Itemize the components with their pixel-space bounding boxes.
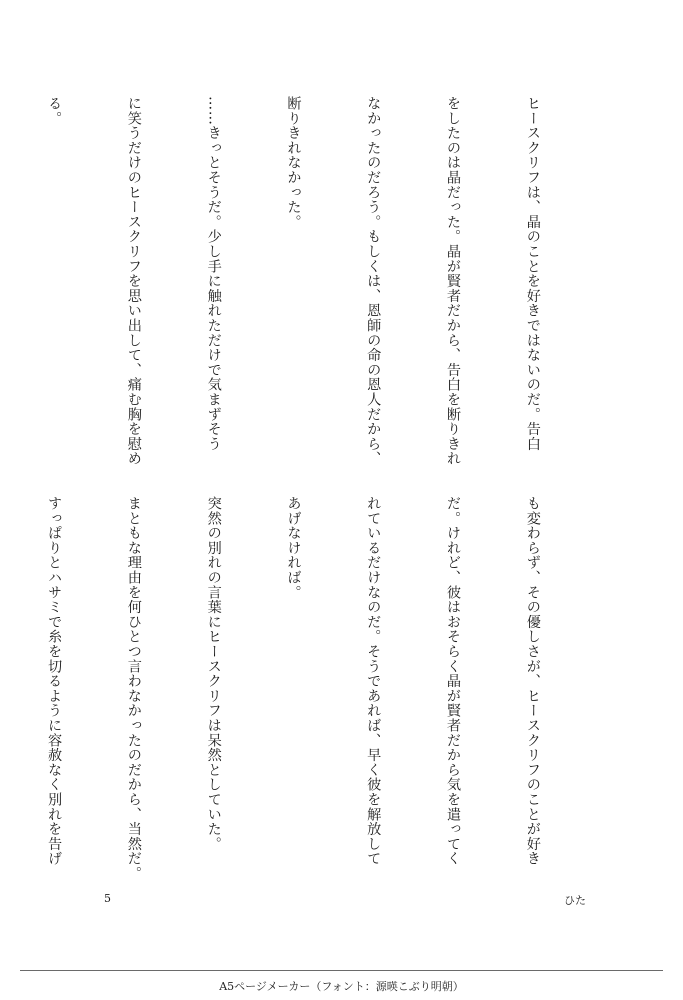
text-line: 断りきれなかった。 [285, 96, 302, 230]
text-line: をしたのは晶だった。晶が賢者だから、告白を断りきれ [445, 96, 462, 466]
page-number: 5 [104, 892, 111, 905]
lower-text-block [0, 496, 599, 886]
text-line: れているだけなのだ。そうであれば、早く彼を解放して [365, 496, 382, 866]
upper-text-block [0, 96, 599, 466]
text-line: も変わらず、その優しさが、ヒースクリフのことが好き [524, 496, 541, 866]
text-line: 突然の別れの言葉にヒースクリフは呆然としていた。 [205, 496, 222, 852]
footer-divider [20, 970, 663, 971]
text-line: なかったのだろう。もしくは、恩師の命の恩人だから、 [365, 96, 382, 466]
footer-caption: A5ページメーカー（フォント：源暎こぶり明朝） [219, 980, 464, 993]
text-line: あげなければ。 [285, 496, 302, 600]
running-header: ひた [564, 894, 586, 907]
text-line: まともな理由を何ひとつ言わなかったのだから、当然だ。 [125, 496, 142, 881]
text-line: すっぱりとハサミで糸を切るように容赦なく別れを告げ [46, 496, 63, 866]
text-line: ヒースクリフは、晶のことを好きではないのだ。告白 [524, 96, 541, 452]
text-line: る。 [46, 96, 63, 126]
text-line: ……きっとそうだ。少し手に触れただけで気まずそう [205, 96, 222, 452]
text-line: に笑うだけのヒースクリフを思い出して、痛む胸を慰め [125, 96, 142, 466]
text-line: だ。けれど、彼はおそらく晶が賢者だから気を遣ってく [445, 496, 462, 866]
